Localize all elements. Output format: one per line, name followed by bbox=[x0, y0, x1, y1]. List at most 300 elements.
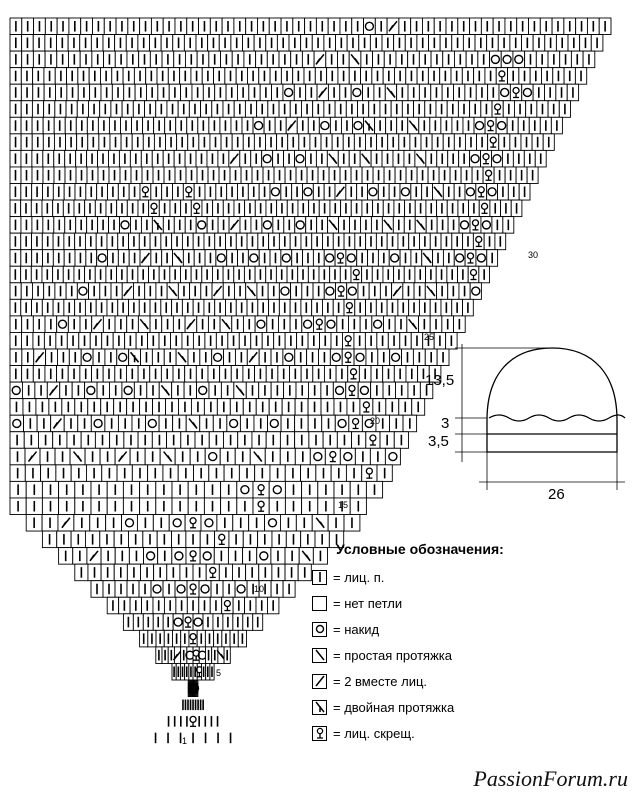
chart-cell bbox=[232, 316, 244, 333]
chart-cell bbox=[295, 150, 306, 167]
chart-cell bbox=[443, 51, 455, 68]
chart-cell bbox=[222, 597, 233, 614]
chart-cell bbox=[127, 316, 139, 333]
chart-cell bbox=[224, 647, 230, 664]
chart-cell bbox=[441, 117, 452, 134]
chart-cell bbox=[259, 250, 270, 267]
chart-cell bbox=[46, 349, 58, 366]
chart-cell bbox=[286, 531, 300, 548]
chart-cell bbox=[204, 233, 215, 250]
chart-cell bbox=[272, 564, 285, 581]
chart-cell bbox=[164, 597, 175, 614]
chart-cell bbox=[204, 299, 215, 316]
chart-cell bbox=[203, 614, 213, 631]
chart-cell bbox=[209, 382, 221, 399]
chart-cell bbox=[271, 581, 283, 598]
chart-cell bbox=[399, 399, 412, 416]
chart-cell bbox=[101, 548, 115, 565]
chart-cell bbox=[525, 51, 537, 68]
chart-cell bbox=[157, 531, 171, 548]
chart-cell bbox=[313, 283, 324, 300]
chart-cell bbox=[532, 134, 543, 151]
chart-cell bbox=[136, 332, 147, 349]
chart-cell bbox=[64, 233, 75, 250]
chart-cell bbox=[139, 581, 151, 598]
chart-cell bbox=[138, 266, 149, 283]
chart-cell bbox=[378, 349, 390, 366]
chart-cell bbox=[138, 200, 149, 217]
chart-cell bbox=[238, 184, 249, 201]
dim-label-band: 3,5 bbox=[428, 433, 449, 450]
chart-cell bbox=[347, 283, 358, 300]
chart-cell bbox=[208, 35, 220, 52]
chart-cell bbox=[201, 663, 205, 680]
chart-cell bbox=[10, 35, 22, 52]
k2tog-icon bbox=[312, 674, 327, 689]
chart-cell bbox=[109, 382, 121, 399]
chart-cell bbox=[346, 465, 361, 482]
chart-cell bbox=[173, 415, 187, 432]
chart-cell bbox=[140, 18, 152, 35]
chart-cell bbox=[371, 217, 382, 234]
chart-cell bbox=[241, 167, 252, 184]
chart-cell bbox=[274, 167, 285, 184]
chart-cell bbox=[172, 481, 188, 498]
chart-cell bbox=[102, 465, 117, 482]
double-dec-icon bbox=[312, 700, 327, 715]
chart-cell bbox=[237, 84, 248, 101]
chart-cell bbox=[42, 299, 53, 316]
chart-cell bbox=[372, 316, 384, 333]
legend-item-label: = лиц. скрещ. bbox=[333, 725, 415, 741]
chart-cell bbox=[97, 382, 109, 399]
chart-cell bbox=[98, 117, 109, 134]
chart-cell bbox=[21, 117, 32, 134]
chart-cell bbox=[458, 200, 469, 217]
chart-cell bbox=[42, 200, 53, 217]
chart-cell bbox=[276, 266, 287, 283]
chart-cell bbox=[86, 250, 97, 267]
chart-cell bbox=[408, 382, 420, 399]
chart-cell bbox=[270, 68, 281, 85]
chart-cell bbox=[44, 332, 55, 349]
chart-cell bbox=[425, 283, 436, 300]
chart-cell bbox=[394, 68, 405, 85]
chart-cell bbox=[40, 448, 55, 465]
chart-cell bbox=[388, 134, 399, 151]
chart-cell bbox=[200, 531, 214, 548]
chart-cell bbox=[295, 217, 306, 234]
chart-cell bbox=[375, 18, 387, 35]
chart-cell bbox=[298, 200, 309, 217]
chart-cell bbox=[454, 250, 465, 267]
chart-cell bbox=[298, 266, 309, 283]
chart-cell bbox=[101, 84, 112, 101]
chart-cell bbox=[194, 184, 205, 201]
chart-cell bbox=[446, 18, 458, 35]
dim-label-crown: 13,5 bbox=[425, 372, 455, 389]
chart-cell bbox=[253, 614, 263, 631]
chart-cell bbox=[87, 167, 98, 184]
chart-cell bbox=[193, 564, 206, 581]
chart-cell bbox=[409, 233, 420, 250]
chart-cell bbox=[145, 448, 160, 465]
chart-cell bbox=[526, 101, 537, 118]
chart-cell bbox=[95, 432, 109, 449]
chart-cell bbox=[454, 316, 466, 333]
chart-cell bbox=[85, 266, 96, 283]
chart-cell bbox=[54, 117, 65, 134]
chart-cell bbox=[466, 51, 478, 68]
chart-cell bbox=[469, 200, 480, 217]
chart-cell bbox=[21, 250, 32, 267]
chart-cell bbox=[337, 316, 349, 333]
chart-cell bbox=[349, 68, 360, 85]
chart-cell bbox=[366, 233, 377, 250]
chart-cell bbox=[485, 68, 496, 85]
chart-cell bbox=[130, 448, 145, 465]
chart-cell bbox=[451, 68, 462, 85]
chart-cell bbox=[583, 51, 595, 68]
chart-cell bbox=[498, 184, 509, 201]
chart-cell bbox=[277, 134, 288, 151]
chart-cell bbox=[10, 117, 21, 134]
chart-cell bbox=[257, 548, 271, 565]
chart-cell bbox=[220, 117, 231, 134]
chart-cell bbox=[323, 432, 337, 449]
chart-cell bbox=[123, 481, 139, 498]
chart-cell bbox=[85, 200, 96, 217]
chart-cell bbox=[10, 233, 21, 250]
chart-cell bbox=[42, 498, 58, 515]
chart-cell bbox=[354, 349, 366, 366]
chart-cell bbox=[499, 84, 510, 101]
chart-cell bbox=[436, 266, 447, 283]
chart-cell bbox=[10, 250, 21, 267]
chart-cell bbox=[130, 217, 141, 234]
chart-cell bbox=[328, 217, 339, 234]
chart-cell bbox=[360, 316, 372, 333]
chart-cell bbox=[64, 415, 78, 432]
chart-cell bbox=[22, 316, 34, 333]
chart-cell bbox=[318, 349, 330, 366]
chart-cell bbox=[510, 84, 521, 101]
chart-cell bbox=[244, 266, 255, 283]
chart-cell bbox=[165, 117, 176, 134]
chart-cell bbox=[243, 548, 257, 565]
chart-cell bbox=[452, 35, 464, 52]
chart-cell bbox=[419, 84, 430, 101]
chart-cell bbox=[316, 18, 328, 35]
chart-cell bbox=[362, 465, 377, 482]
chart-cell bbox=[234, 18, 246, 35]
chart-cell bbox=[88, 399, 101, 416]
chart-cell bbox=[540, 18, 552, 35]
chart-cell bbox=[109, 217, 120, 234]
chart-cell bbox=[185, 217, 196, 234]
chart-cell bbox=[280, 448, 295, 465]
chart-cell bbox=[434, 18, 446, 35]
chart-cell bbox=[10, 184, 21, 201]
chart-cell bbox=[10, 448, 25, 465]
chart-cell bbox=[436, 101, 447, 118]
chart-cell bbox=[174, 217, 185, 234]
chart-cell bbox=[281, 250, 292, 267]
chart-cell bbox=[382, 35, 394, 52]
chart-cell bbox=[290, 233, 301, 250]
chart-cell bbox=[238, 630, 246, 647]
chart-cell bbox=[107, 233, 118, 250]
chart-cell bbox=[227, 415, 241, 432]
chart-cell bbox=[129, 548, 143, 565]
chart-cell bbox=[187, 117, 198, 134]
chart-cell bbox=[10, 498, 26, 515]
chart-cell bbox=[290, 299, 301, 316]
chart-cell bbox=[149, 266, 160, 283]
chart-cell bbox=[414, 283, 425, 300]
chart-cell bbox=[135, 84, 146, 101]
chart-cell bbox=[234, 200, 245, 217]
chart-cell bbox=[173, 316, 185, 333]
chart-cell bbox=[262, 217, 273, 234]
chart-cell bbox=[333, 382, 345, 399]
chart-cell bbox=[63, 200, 74, 217]
chart-cell bbox=[284, 382, 296, 399]
chart-cell bbox=[33, 51, 45, 68]
chart-cell bbox=[360, 217, 371, 234]
chart-cell bbox=[21, 150, 32, 167]
chart-cell bbox=[556, 35, 568, 52]
chart-cell bbox=[537, 101, 548, 118]
chart-cell bbox=[65, 167, 76, 184]
chart-cell bbox=[408, 51, 420, 68]
chart-cell bbox=[172, 630, 180, 647]
chart-cell bbox=[493, 18, 505, 35]
chart-cell bbox=[378, 250, 389, 267]
chart-cell bbox=[404, 217, 415, 234]
chart-cell bbox=[185, 51, 197, 68]
chart-cell bbox=[442, 316, 454, 333]
chart-cell bbox=[277, 35, 289, 52]
chart-cell bbox=[127, 564, 140, 581]
chart-cell bbox=[152, 150, 163, 167]
chart-cell bbox=[143, 614, 153, 631]
chart-cell bbox=[255, 266, 266, 283]
chart-cell bbox=[560, 51, 572, 68]
chart-cell bbox=[408, 84, 419, 101]
chart-cell bbox=[272, 84, 283, 101]
chart-cell bbox=[352, 432, 366, 449]
chart-cell bbox=[355, 299, 366, 316]
chart-cell bbox=[440, 68, 451, 85]
chart-cell bbox=[53, 250, 64, 267]
chart-cell bbox=[370, 448, 385, 465]
chart-cell bbox=[351, 200, 362, 217]
chart-cell bbox=[130, 597, 141, 614]
chart-cell bbox=[281, 68, 292, 85]
chart-cell bbox=[226, 233, 237, 250]
chart-cell bbox=[360, 150, 371, 167]
chart-cell bbox=[484, 233, 495, 250]
chart-cell bbox=[253, 117, 264, 134]
legend-item-label: = накид bbox=[333, 621, 380, 637]
legend-item-label: = нет петли bbox=[333, 595, 403, 611]
chart-cell bbox=[324, 35, 336, 52]
chart-cell bbox=[85, 233, 96, 250]
chart-cell bbox=[236, 68, 247, 85]
chart-cell bbox=[372, 68, 383, 85]
chart-cell bbox=[102, 332, 113, 349]
chart-cell bbox=[123, 68, 134, 85]
chart-cell bbox=[37, 415, 51, 432]
chart-cell bbox=[53, 200, 64, 217]
chart-cell bbox=[57, 316, 69, 333]
chart-cell bbox=[47, 382, 59, 399]
chart-cell bbox=[75, 481, 91, 498]
chart-cell bbox=[93, 349, 105, 366]
chart-cell bbox=[301, 299, 312, 316]
chart-cell bbox=[53, 266, 64, 283]
chart-cell bbox=[426, 150, 437, 167]
chart-cell bbox=[335, 250, 346, 267]
chart-cell bbox=[111, 283, 122, 300]
chart-cell bbox=[481, 18, 493, 35]
chart-cell bbox=[216, 332, 227, 349]
chart-cell bbox=[88, 101, 99, 118]
chart-cell bbox=[32, 233, 43, 250]
chart-cell bbox=[331, 465, 346, 482]
chart-cell bbox=[297, 117, 308, 134]
chart-cell bbox=[156, 283, 167, 300]
chart-cell bbox=[10, 481, 26, 498]
chart-cell bbox=[417, 167, 428, 184]
chart-cell bbox=[115, 548, 129, 565]
chart-cell bbox=[92, 316, 104, 333]
chart-cell bbox=[75, 250, 86, 267]
chart-cell bbox=[202, 266, 213, 283]
chart-cell bbox=[398, 233, 409, 250]
chart-cell bbox=[373, 399, 386, 416]
chart-cell bbox=[294, 84, 305, 101]
chart-cell bbox=[236, 233, 247, 250]
chart-cell bbox=[68, 51, 80, 68]
chart-cell bbox=[254, 35, 266, 52]
chart-cell bbox=[437, 217, 448, 234]
chart-cell bbox=[66, 283, 77, 300]
chart-cell bbox=[468, 266, 479, 283]
chart-cell bbox=[383, 266, 394, 283]
chart-cell bbox=[302, 316, 314, 333]
chart-cell bbox=[338, 150, 349, 167]
chart-cell bbox=[272, 531, 286, 548]
chart-cell bbox=[351, 167, 362, 184]
chart-cell bbox=[258, 531, 272, 548]
chart-cell bbox=[191, 399, 204, 416]
chart-cell bbox=[284, 217, 295, 234]
chart-cell bbox=[354, 134, 365, 151]
chart-cell bbox=[154, 117, 165, 134]
chart-cell bbox=[472, 167, 483, 184]
chart-cell bbox=[141, 349, 153, 366]
chart-cell bbox=[269, 498, 285, 515]
chart-cell bbox=[185, 515, 201, 532]
chart-cell bbox=[234, 101, 245, 118]
chart-cell bbox=[10, 266, 21, 283]
chart-cell bbox=[496, 117, 507, 134]
chart-cell bbox=[465, 134, 476, 151]
chart-cell bbox=[53, 299, 64, 316]
chart-cell bbox=[223, 101, 234, 118]
chart-cell bbox=[75, 399, 88, 416]
chart-cell bbox=[214, 630, 222, 647]
dim-label-wave: 3 bbox=[441, 415, 450, 432]
chart-cell bbox=[371, 150, 382, 167]
chart-cell bbox=[199, 18, 211, 35]
chart-cell bbox=[519, 184, 530, 201]
chart-cell bbox=[109, 117, 120, 134]
chart-cell bbox=[127, 51, 139, 68]
chart-cell bbox=[298, 564, 311, 581]
chart-cell bbox=[42, 266, 53, 283]
chart-cell bbox=[454, 184, 465, 201]
chart-cell bbox=[571, 51, 583, 68]
chart-cell bbox=[114, 531, 128, 548]
chart-cell bbox=[140, 250, 151, 267]
chart-cell bbox=[308, 399, 321, 416]
chart-cell bbox=[288, 134, 299, 151]
chart-cell bbox=[221, 51, 233, 68]
chart-cell bbox=[196, 217, 207, 234]
chart-cell bbox=[285, 564, 298, 581]
chart-cell bbox=[284, 150, 295, 167]
chart-cell bbox=[551, 117, 562, 134]
chart-cell bbox=[384, 51, 396, 68]
chart-cell bbox=[440, 35, 452, 52]
chart-cell bbox=[510, 35, 522, 52]
chart-cell bbox=[366, 349, 378, 366]
chart-cell bbox=[323, 233, 334, 250]
chart-cell bbox=[59, 481, 75, 498]
chart-cell bbox=[319, 266, 330, 283]
chart-cell bbox=[108, 250, 119, 267]
chart-cell bbox=[81, 432, 95, 449]
chart-cell bbox=[359, 35, 371, 52]
chart-cell bbox=[479, 200, 490, 217]
chart-cell bbox=[524, 150, 535, 167]
chart-cell bbox=[256, 51, 268, 68]
chart-cell bbox=[115, 448, 130, 465]
chart-cell bbox=[227, 184, 238, 201]
chart-cell bbox=[206, 564, 219, 581]
chart-cell bbox=[269, 18, 281, 35]
chart-cell bbox=[154, 564, 167, 581]
chart-cell bbox=[45, 35, 57, 52]
chart-cell bbox=[313, 101, 324, 118]
chart-cell bbox=[201, 283, 212, 300]
chart-cell bbox=[132, 415, 146, 432]
chart-cell bbox=[228, 548, 242, 565]
chart-cell bbox=[164, 349, 176, 366]
chart-cell bbox=[107, 481, 123, 498]
chart-cell bbox=[80, 316, 92, 333]
chart-cell bbox=[183, 250, 194, 267]
chart-cell bbox=[162, 316, 174, 333]
chart-cell bbox=[319, 117, 330, 134]
chart-cell bbox=[430, 233, 441, 250]
chart-cell bbox=[126, 35, 138, 52]
chart-cell bbox=[188, 134, 199, 151]
chart-cell bbox=[119, 150, 130, 167]
